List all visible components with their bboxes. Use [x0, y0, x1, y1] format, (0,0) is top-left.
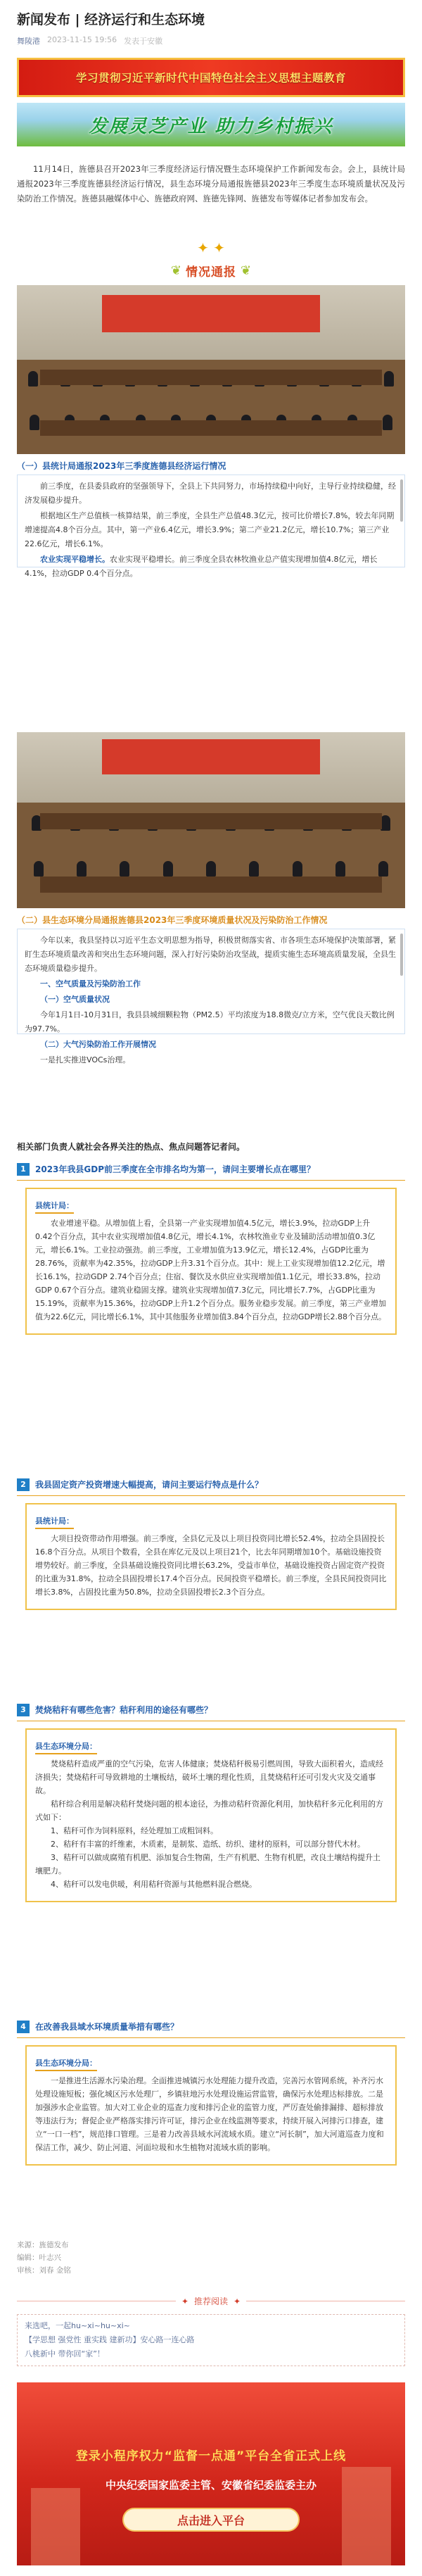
meeting-photo [17, 285, 405, 454]
answer-box: 县生态环境分局： 焚烧秸秆造成严重的空气污染，危害人体健康；焚烧秸秆极易引燃周围，导致大面积着火，造成经济损失；焚烧秸秆可导致耕地的土壤板结，破坏土壤的理化性质，且焚烧秸秆还可引发火灾及交通事故。 秸秆综合利用是解决秸秆焚烧问题的根本途径，为推动秸秆资源化利用，加快秸秆多元化利用的方式如下： 1、秸秆可作为饲料原料，经处理加工成粗饲料。 2、秸秆有丰富的纤维素，木质素，是制浆、造纸、纺织、建材的原料，可以部分替代木材。 3、秸秆可以做成腐殖有机肥、添加复合生物菌，生产有机肥、生物有机肥，改良土壤结构提升土壤肥力。 4、秸秆可以发电供暖，利用秸秆资源与其他燃料混合燃烧。 [25, 1728, 397, 1902]
article-credits: 来源：旌德发布 编辑：叶志兴 审核：刘春 金铭 [17, 2241, 71, 2275]
press-photo [17, 732, 405, 908]
promo-poster[interactable] [17, 2382, 405, 2565]
leaf-icon: ❦ [170, 263, 181, 278]
publish-location: 发表于安徽 [124, 37, 163, 46]
answer-box: 县统计局： 大项目投资带动作用增强。前三季度，全县亿元及以上项目投资同比增长52.4%，拉动全县固投长16.8个百分点。从项目个数看，全县在库亿元及以上项目21个，比去年同期增加10个。基础设施投资增势较好。前三季度，全县基础设施投资同比增长63.2%，受益市单位，基础设施投资占固定资产投资的比重为31.8%，拉动全县固投增长17.4个百分点。民间投资平稳增长。前三季度，全县民间投资同比增长3.8%，占固投比重为50.8%，拉动全县固投增长2.3个百分点。 [25, 1503, 397, 1610]
qa-item-2: 2 我县固定资产投资增速大幅提高，请问主要运行特点是什么？ 县统计局： 大项目投资带动作用增强。前三季度，全县亿元及以上项目投资同比增长52.4%，拉动全县固投长16.8个百分点。从项目个数看，全县在库亿元及以上项目21个，比去年同期增加10个。基础设施投资增势较好。前三季度，全县基础设施投资同比增长63.2%，受益市单位，基础设施投资占固定资产投资的比重为31.8%，拉动全县固投增长17.4个百分点。民间投资平稳增长。前三季度，全县民间投资同比增长3.8%，占固投比重为50.8%，拉动全县固投增长2.3个百分点。 [17, 1478, 405, 1610]
section-heading: ❦ 情况通报 ❦ [170, 263, 252, 279]
screen-graphic [102, 739, 319, 774]
recommend-heading: ✦ 推荐阅读 ✦ [17, 2295, 405, 2307]
qa-item-4: 4 在改善我县域水环境质量举措有哪些？ 县生态环境分局： 一是推进生活源水污染治理。全面推进城镇污水处理能力提升改造，完善污水管网系统，补齐污水处理设施短板；强化城区污水处理厂，乡镇驻地污水处理设施运营监管，确保污水处理达标排放。二是加强涉水企业监管。加大对工业企业的巡查力度和排污企业的监管力度，严厉查处偷排漏排、超标排放等违法行为；督促企业严格落实排污许可证，排污企业在线监测等要求，持续开展入河排污口排查，建立“一口一档”，规范排口管理。三是着力改善县域水河流域水质。建立“河长制”，加大河道巡查力度和保洁工作，减少、防止河道、河面垃圾和水生植物对流域水质的影响。 [17, 2021, 405, 2166]
star-icon: ✦ [234, 2296, 241, 2306]
account-link[interactable]: 舞陵港 [17, 37, 40, 46]
theme-banner: 学习贯彻习近平新时代中国特色社会主义思想主题教育 [17, 58, 405, 97]
promo-banner: 发展灵芝产业 助力乡村振兴 [17, 103, 405, 146]
recommend-list [17, 2314, 405, 2366]
scroll-box-environment[interactable]: 今年以来，我县坚持以习近平生态文明思想为指导，积极贯彻落实省、市各项生态环境保护决策部署，紧盯生态环境质量改善和突出生态环境问题，深入打好污染防治攻坚战，提质实施生态环境高质量发展，全县生态环境质量稳步提升。 一、空气质量及污染防治工作 （一）空气质量状况 今年1月1日-10月31日，我县县城细颗粒物（PM2.5）平均浓度为18.8微克/立方米，空气优良天数比例为97.7%。 （二）大气污染防治工作开展情况 一是扎实推进VOCs治理。 [17, 929, 405, 1034]
answer-box: 县统计局： 农业增速平稳。从增加值上看，全县第一产业实现增加值4.5亿元，增长3.9%，拉动GDP上升0.42个百分点，其中农业实现增加值4.8亿元，增长4.1%，农林牧渔业专业及辅助活动增加值0.3亿元，增长6.1%。工业拉动强劲。前三季度，工业增加值为13.9亿元，增长12.4%，占GDP比重为28.76%，贡献率为42.35%，拉动GDP上升3.31个百分点。其中：规上工业实现增加值12.2亿元，增长16.1%，拉动GDP 2.74个百分点；住宿、餐饮及水供应业实现增加值1.1亿元，增长33.8%，拉动GDP 0.67个百分点。建筑业稳固支撑。建筑业实现增加值7.3亿元，同比增长7.7%，占GDP比重为15.19%，贡献率为15.36%，拉动GDP上升1.2个百分点。服务业稳步发展。前三季度，第三产业增加值为22.6亿元，同比增长6.1%，其中其他服务业增加值3.84个百分点，拉动GDP增长2.88个百分点。 [25, 1188, 397, 1335]
article-header [0, 0, 422, 46]
enter-platform-button[interactable]: 点击进入平台 [122, 2508, 300, 2532]
answer-box: 县生态环境分局： 一是推进生活源水污染治理。全面推进城镇污水处理能力提升改造，完善污水管网系统，补齐污水处理设施短板；强化城区污水处理厂，乡镇驻地污水处理设施运营监管，确保污水处理达标排放。二是加强涉水企业监管。加大对工业企业的巡查力度和排污企业的监管力度，严厉查处偷排漏排、超标排放等违法行为；督促企业严格落实排污许可证，排污企业在线监测等要求，持续开展入河排污口排查，建立“一口一档”，规范排口管理。三是着力改善县域水河流域水质。建立“河长制”，加大河道巡查力度和保洁工作，减少、防止河道、河面垃圾和水生植物对流域水质的影响。 [25, 2045, 397, 2166]
scrollbar[interactable] [400, 934, 403, 976]
article-title: 新闻发布 | 经济运行和生态环境 [17, 12, 205, 27]
subsection-title-2: （二）县生态环境分局通报旌德县2023年三季度环境质量状况及污染防治工作情况 [17, 915, 328, 925]
qa-item-3: 3 焚烧秸秆有哪些危害？秸秆利用的途径有哪些？ 县生态环境分局： 焚烧秸秆造成严重的空气污染，危害人体健康；焚烧秸秆极易引燃周围，导致大面积着火，造成经济损失；焚烧秸秆可导致耕地的土壤板结，破坏土壤的理化性质，且焚烧秸秆还可引发火灾及交通事故。 秸秆综合利用是解决秸秆焚烧问题的根本途径，为推动秸秆资源化利用，加快秸秆多元化利用的方式如下： 1、秸秆可作为饲料原料，经处理加工成粗饲料。 2、秸秆有丰富的纤维素，木质素，是制浆、造纸、纺织、建材的原料，可以部分替代木材。 3、秸秆可以做成腐殖有机肥、添加复合生物菌，生产有机肥、生物有机肥，改良土壤结构提升土壤肥力。 4、秸秆可以发电供暖，利用秸秆资源与其他燃料混合燃烧。 [17, 1704, 405, 1902]
scroll-box-economy[interactable]: 前三季度，在县委县政府的坚强领导下，全县上下共同努力，市场持续稳中向好，主导行业持续稳健，经济发展稳步提升。 根据地区生产总值核一核算结果，前三季度，全县生产总值48.3亿元，按可比价增长7.8%，较去年同期增速提高4.8个百分点。其中，第一产业6.4亿元，增长3.9%；第二产业21.2亿元，增长10.7%；第三产业22.6亿元，增长6.1%。 农业实现平稳增长。农业实现平稳增长。前三季度全县农林牧渔业总产值实现增加值4.8亿元，增长4.1%，拉动GDP 0.4个百分点。 [17, 475, 405, 567]
question-text: 在改善我县域水环境质量举措有哪些？ [35, 2022, 179, 2032]
recommend-link[interactable]: 来选吧，一起hu~xi~hu~xi~ [25, 2321, 130, 2330]
star-icon: ✦ [181, 2296, 188, 2306]
poster-subtitle: 中央纪委国家监委主管、安徽省纪委监委主办 [105, 2479, 316, 2492]
subsection-title-1: （一）县统计局通报2023年三季度旌德县经济运行情况 [17, 461, 226, 471]
intro-paragraph: 11月14日，旌德县召开2023年三季度经济运行情况暨生态环境保护工作新闻发布会。会上，县统计局通报2023年三季度旌德县经济运行情况，县生态环境分局通报旌德县2023年三季度生态环境质量状况及污染防治工作情况。旌德县融媒体中心、旌德政府网、旌德先锋网、旌德发布等媒体记者参加发布会。 [17, 164, 405, 203]
recommend-link[interactable]: 【学思想 强党性 重实践 建新功】安心路一连心路 [25, 2335, 195, 2344]
qa-intro: 相关部门负责人就社会各界关注的热点、焦点问题答记者问。 [17, 1142, 245, 1152]
qa-item-1: 1 2023年我县GDP前三季度在全市排名均为第一，请问主要增长点在哪里？ 县统计局： 农业增速平稳。从增加值上看，全县第一产业实现增加值4.5亿元，增长3.9%，拉动GDP上升0.42个百分点，其中农业实现增加值4.8亿元，增长4.1%，农林牧渔业专业及辅助活动增加值0.3亿元，增长6.1%。工业拉动强劲。前三季度，工业增加值为13.9亿元，增长12.4%，占GDP比重为28.76%，贡献率为42.35%，拉动GDP上升3.31个百分点。其中：规上工业实现增加值12.2亿元，增长16.1%，拉动GDP 2.74个百分点；住宿、餐饮及水供应业实现增加值1.1亿元，增长33.8%，拉动GDP 0.67个百分点。建筑业稳固支撑。建筑业实现增加值7.3亿元，同比增长7.7%，占GDP比重为15.19%，贡献率为15.36%，拉动GDP上升1.2个百分点。服务业稳步发展。前三季度，第三产业增加值为22.6亿元，同比增长6.1%，其中其他服务业增加值3.84个百分点，拉动GDP增长2.88个百分点。 [17, 1163, 405, 1335]
question-text: 我县固定资产投资增速大幅提高，请问主要运行特点是什么？ [35, 1480, 264, 1490]
article-meta [17, 35, 405, 46]
ornament-icon: ✦ ✦ [197, 239, 225, 256]
screen-graphic [102, 295, 319, 332]
question-text: 2023年我县GDP前三季度在全市排名均为第一，请问主要增长点在哪里？ [35, 1164, 316, 1174]
poster-title: 登录小程序权力“监督一点通”平台全省正式上线 [75, 2449, 347, 2463]
recommend-link[interactable]: 八桃新中 带你回“家”！ [25, 2349, 105, 2358]
question-text: 焚烧秸秆有哪些危害？秸秆利用的途径有哪些？ [35, 1705, 213, 1715]
publish-date: 2023-11-15 19:56 [47, 35, 117, 44]
scrollbar[interactable] [400, 479, 403, 522]
leaf-icon: ❦ [241, 263, 252, 278]
